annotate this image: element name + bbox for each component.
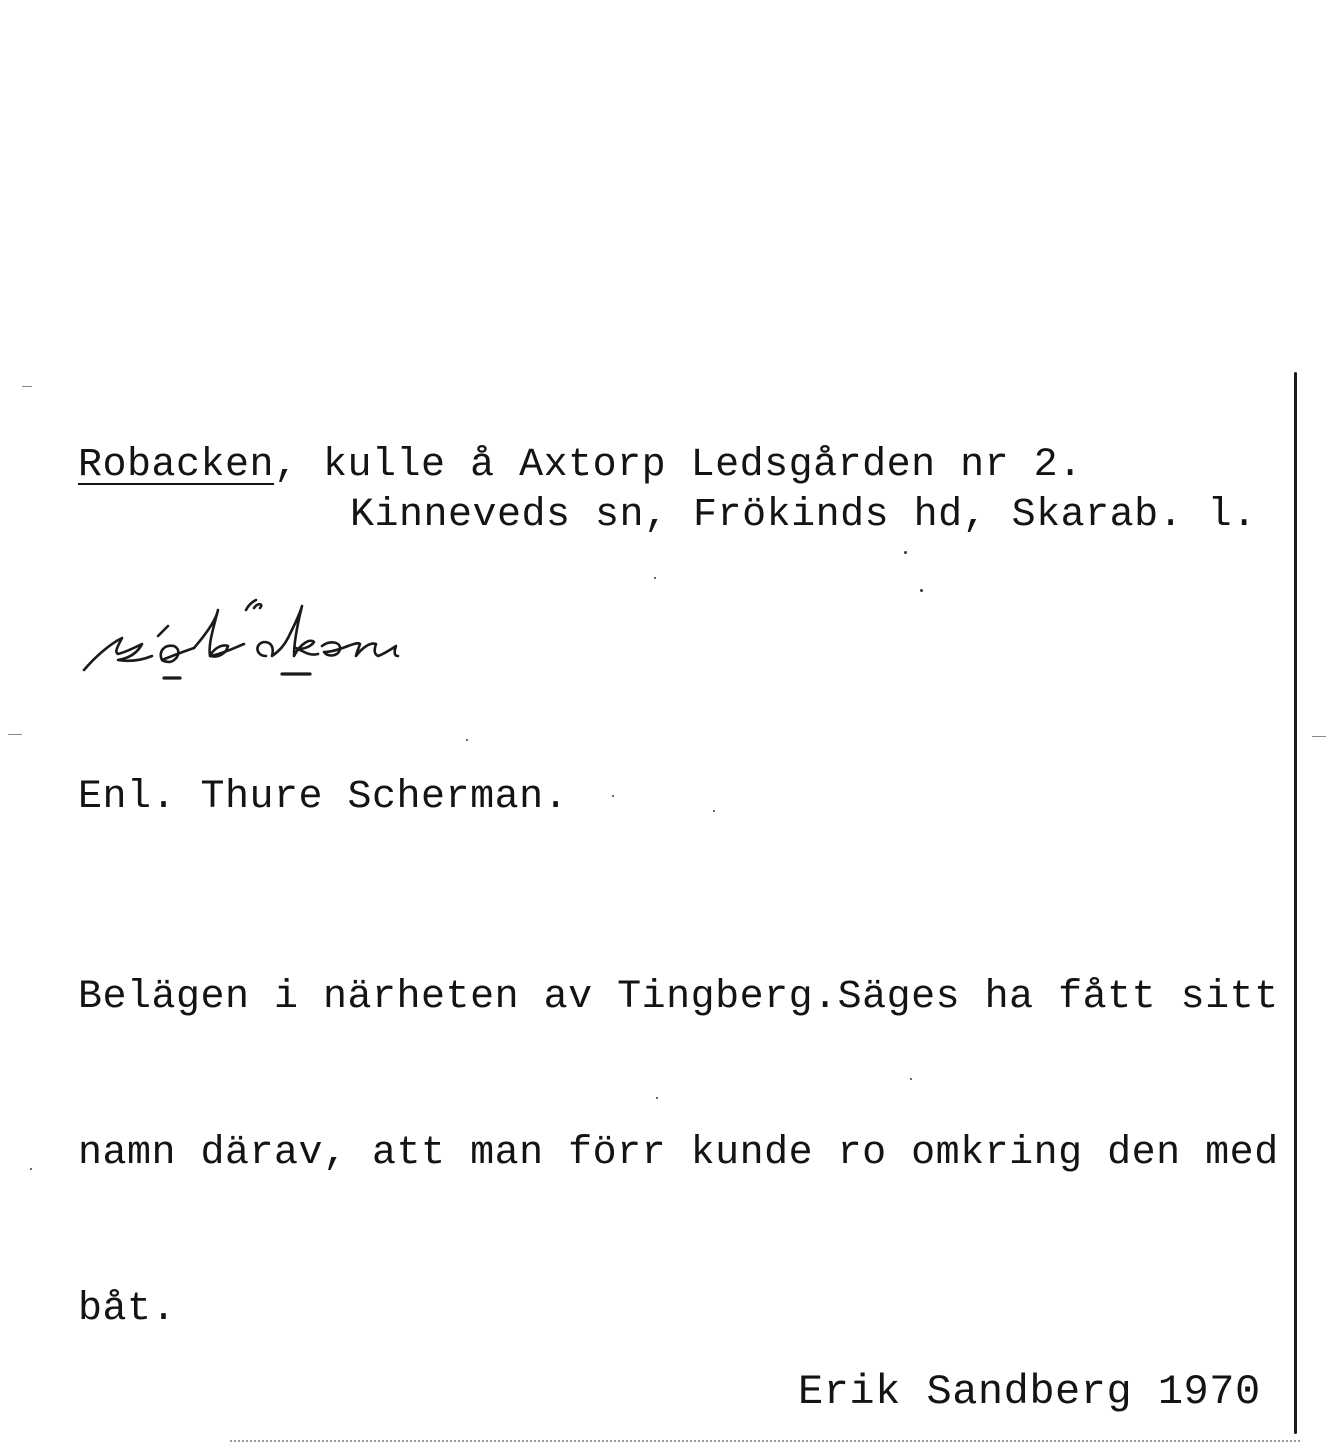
margin-mark [22, 386, 32, 387]
handwritten-pronunciation [78, 586, 498, 706]
entry-location: , kulle å Axtorp Ledsgården nr 2. [274, 443, 1083, 488]
note-line: Belägen i närheten av Tingberg.Säges ha fått sitt [78, 975, 1279, 1020]
entry-parish-line: Kinneveds sn, Frökinds hd, Skarab. l. [350, 493, 1257, 538]
entry-heading-line [78, 440, 1083, 492]
paper-speck [612, 795, 614, 797]
note-line: båt. [78, 1287, 177, 1332]
paper-speck [920, 589, 923, 592]
paper-speck [654, 577, 656, 579]
headword: Robacken [78, 443, 275, 488]
note-line: namn därav, att man förr kunde ro omkring den med [78, 1131, 1279, 1176]
paper-speck [30, 1168, 32, 1170]
paper-speck [713, 810, 715, 812]
informant-source: Enl. Thure Scherman. [78, 775, 569, 820]
margin-mark [8, 734, 22, 735]
card-bottom-edge [230, 1440, 1300, 1442]
collector-signature: Erik Sandberg 1970 [798, 1368, 1261, 1416]
paper-speck [904, 551, 907, 554]
description-note [78, 868, 1279, 1440]
margin-mark [1312, 736, 1326, 737]
paper-speck [466, 739, 468, 741]
card-right-edge [1294, 372, 1297, 1434]
